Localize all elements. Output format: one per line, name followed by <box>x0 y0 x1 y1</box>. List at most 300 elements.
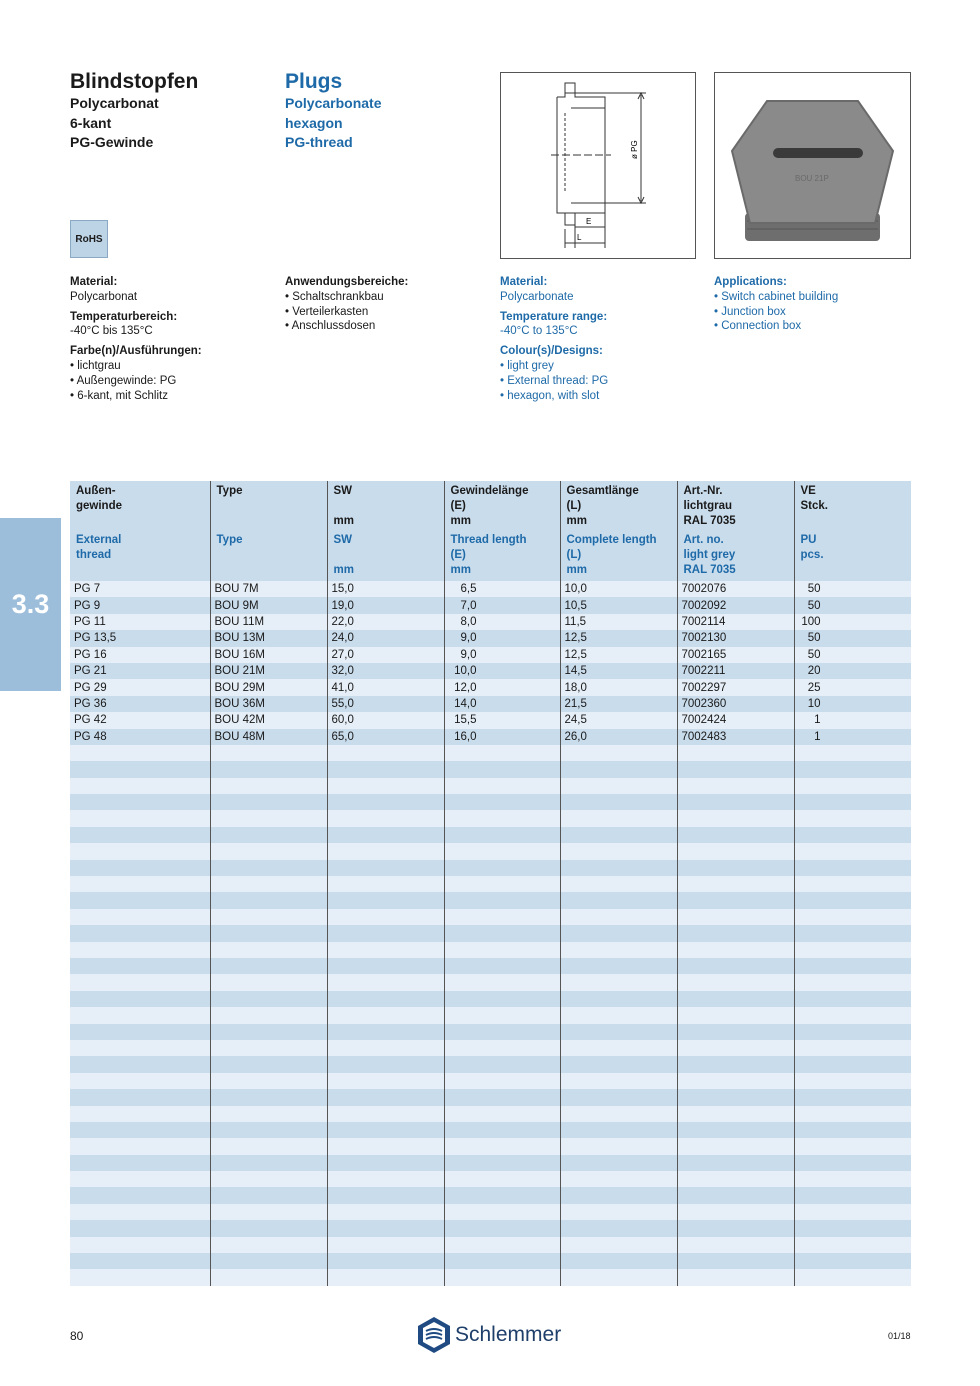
table-cell <box>210 1204 327 1220</box>
table-cell <box>677 991 794 1007</box>
table-cell <box>794 794 911 810</box>
table-cell <box>677 974 794 990</box>
table-cell <box>70 1024 210 1040</box>
table-cell <box>794 761 911 777</box>
table-cell <box>327 1073 444 1089</box>
table-cell <box>677 876 794 892</box>
table-cell <box>677 581 794 597</box>
cell-value: 27,0 <box>331 648 354 661</box>
title-de-line: PG-Gewinde <box>70 134 154 150</box>
dim-l-label: L <box>577 233 582 242</box>
page-number: 80 <box>70 1329 84 1343</box>
table-cell <box>327 925 444 941</box>
table-cell <box>70 1220 210 1236</box>
table-cell <box>444 729 560 745</box>
table-cell <box>210 696 327 712</box>
table-cell <box>677 647 794 663</box>
table-cell <box>677 860 794 876</box>
table-cell <box>677 696 794 712</box>
table-cell <box>794 1187 911 1203</box>
table-cell <box>70 958 210 974</box>
table-cell <box>210 1237 327 1253</box>
cell-value: 14,0 <box>454 697 477 710</box>
table-cell <box>444 1253 560 1269</box>
cell-value: 7002211 <box>681 665 726 678</box>
cell-value: 60,0 <box>331 714 354 727</box>
header-line <box>217 514 323 529</box>
table-cell <box>794 843 911 859</box>
table-cell <box>327 1007 444 1023</box>
table-cell <box>210 974 327 990</box>
table-cell <box>444 1237 560 1253</box>
table-cell <box>444 1073 560 1089</box>
brand-logo <box>417 1316 561 1354</box>
table-row <box>70 1056 911 1072</box>
table-cell <box>210 1187 327 1203</box>
table-cell <box>677 1056 794 1072</box>
table-cell <box>794 1056 911 1072</box>
table-cell <box>210 810 327 826</box>
table-cell <box>327 614 444 630</box>
table-cell <box>677 794 794 810</box>
table-row <box>70 696 911 712</box>
header-line: PU <box>800 534 817 546</box>
table-cell <box>677 778 794 794</box>
table-row <box>70 1122 911 1138</box>
table-cell <box>70 794 210 810</box>
temp-value: -40°C bis 135°C <box>70 325 153 338</box>
table-cell <box>210 1056 327 1072</box>
table-cell <box>677 679 794 695</box>
table-cell <box>327 794 444 810</box>
table-cell <box>327 1269 444 1285</box>
table-row <box>70 647 911 663</box>
table-cell <box>794 810 911 826</box>
table-cell <box>210 1007 327 1023</box>
table-row <box>70 942 911 958</box>
cell-value: 21,5 <box>564 697 587 710</box>
table-cell <box>327 942 444 958</box>
header-line: VE <box>800 485 816 497</box>
table-row <box>70 810 911 826</box>
cell-value: PG 29 <box>74 681 107 694</box>
table-cell <box>210 876 327 892</box>
apps-item: • Schaltschrankbau <box>285 290 384 303</box>
table-cell <box>327 1171 444 1187</box>
table-cell <box>444 597 560 613</box>
column-header <box>444 481 560 581</box>
table-cell <box>327 1106 444 1122</box>
table-row <box>70 925 911 941</box>
table-cell <box>794 1253 911 1269</box>
header-line: thread <box>76 549 112 561</box>
table-cell <box>210 614 327 630</box>
table-cell <box>794 1269 911 1285</box>
cell-value: BOU 11M <box>214 615 265 628</box>
cell-value: BOU 42M <box>214 714 265 727</box>
table-cell <box>70 663 210 679</box>
table-cell <box>327 1204 444 1220</box>
table-cell <box>210 1138 327 1154</box>
table-cell <box>794 1237 911 1253</box>
table-cell <box>70 745 210 761</box>
table-cell <box>560 581 677 597</box>
table-cell <box>794 778 911 794</box>
title-de <box>70 70 198 153</box>
table-cell <box>327 729 444 745</box>
cell-value: 1 <box>814 714 821 727</box>
column-header <box>794 481 911 581</box>
section-tab: 3.3 <box>0 518 61 691</box>
table-cell <box>444 942 560 958</box>
table-cell <box>677 892 794 908</box>
material-value: Polycarbonate <box>500 290 574 303</box>
table-cell <box>327 860 444 876</box>
info-de-left <box>70 275 202 403</box>
table-row <box>70 1187 911 1203</box>
table-cell <box>70 1187 210 1203</box>
header-line: mm <box>566 515 587 527</box>
header-line: light grey <box>683 549 736 561</box>
hex-plug-icon <box>715 73 910 258</box>
table-cell <box>677 1237 794 1253</box>
cell-value: 50 <box>807 632 821 645</box>
table-cell <box>70 647 210 663</box>
table-row <box>70 581 911 597</box>
table-row <box>70 991 911 1007</box>
table-cell <box>70 1122 210 1138</box>
table-cell <box>210 597 327 613</box>
table-cell <box>444 909 560 925</box>
title-de-line: Polycarbonat <box>70 95 159 111</box>
table-cell <box>794 1040 911 1056</box>
table-cell <box>677 925 794 941</box>
cell-value: BOU 48M <box>214 730 265 743</box>
table-cell <box>560 1220 677 1236</box>
cell-value: 14,5 <box>564 665 587 678</box>
table-cell <box>70 712 210 728</box>
table-cell <box>70 597 210 613</box>
cell-value: 10 <box>807 697 821 710</box>
cell-value: 10,0 <box>454 665 477 678</box>
header-line: gewinde <box>76 500 123 512</box>
cell-value: 32,0 <box>331 665 354 678</box>
cell-value: PG 42 <box>74 714 107 727</box>
cell-value: 65,0 <box>331 730 354 743</box>
table-cell <box>327 958 444 974</box>
table-cell <box>444 974 560 990</box>
table-cell <box>210 892 327 908</box>
temp-value: -40°C to 135°C <box>500 325 578 338</box>
header-line: Complete length <box>566 534 657 546</box>
table-cell <box>444 679 560 695</box>
apps-item: • Anschlussdosen <box>285 320 376 333</box>
column-header-en <box>684 533 790 578</box>
column-header <box>560 481 677 581</box>
table-cell <box>560 974 677 990</box>
table-cell <box>70 679 210 695</box>
table-cell <box>70 1089 210 1105</box>
table-cell <box>560 942 677 958</box>
table-cell <box>794 1089 911 1105</box>
table-cell <box>444 663 560 679</box>
table-row <box>70 761 911 777</box>
table-cell <box>677 1007 794 1023</box>
header-line: SW <box>333 534 353 546</box>
table-row <box>70 1024 911 1040</box>
table-cell <box>794 581 911 597</box>
cell-value: 12,5 <box>564 648 587 661</box>
table-cell <box>327 696 444 712</box>
table-cell <box>677 663 794 679</box>
table-cell <box>327 712 444 728</box>
table-row <box>70 1007 911 1023</box>
temp-heading: Temperature range: <box>500 310 608 323</box>
table-cell <box>560 1007 677 1023</box>
table-cell <box>444 1089 560 1105</box>
header-line: Gesamtlänge <box>566 485 639 497</box>
table-cell <box>560 745 677 761</box>
cell-value: PG 7 <box>74 583 101 596</box>
cell-value: 7002130 <box>681 632 727 645</box>
table-cell <box>70 1073 210 1089</box>
table-cell <box>210 1024 327 1040</box>
colour-heading: Farbe(n)/Ausführungen: <box>70 345 202 358</box>
table-cell <box>70 1204 210 1220</box>
table-cell <box>327 843 444 859</box>
table-cell <box>794 991 911 1007</box>
table-cell <box>677 1122 794 1138</box>
table-cell <box>560 892 677 908</box>
table-cell <box>444 810 560 826</box>
cell-value: 7002092 <box>681 599 727 612</box>
info-en-apps <box>714 275 838 334</box>
table-cell <box>560 1122 677 1138</box>
table-cell <box>70 1040 210 1056</box>
table-cell <box>327 778 444 794</box>
table-cell <box>70 1056 210 1072</box>
cell-value: 11,5 <box>564 615 587 628</box>
table-cell <box>560 1106 677 1122</box>
table-cell <box>210 581 327 597</box>
table-cell <box>210 778 327 794</box>
header-line: mm <box>333 564 354 576</box>
header-line: (E) <box>450 500 466 512</box>
table-cell <box>794 827 911 843</box>
cell-value: 7002297 <box>681 681 727 694</box>
title-de-line: 6-kant <box>70 114 112 131</box>
cell-value: BOU 16M <box>214 648 265 661</box>
cell-value: PG 21 <box>74 665 107 678</box>
cell-value: 7002165 <box>681 648 727 661</box>
header-line: Außen- <box>76 485 116 497</box>
table-cell <box>560 1269 677 1285</box>
table-cell <box>327 663 444 679</box>
title-en <box>285 70 381 153</box>
table-cell <box>444 581 560 597</box>
header-line <box>76 563 206 578</box>
column-header <box>677 481 794 581</box>
colour-item: • Außengewinde: PG <box>70 374 177 387</box>
title-en-main: Plugs <box>285 70 343 93</box>
table-cell <box>560 1040 677 1056</box>
table-cell <box>444 1155 560 1171</box>
table-cell <box>210 1073 327 1089</box>
table-cell <box>794 696 911 712</box>
table-cell <box>70 729 210 745</box>
table-row <box>70 974 911 990</box>
table-cell <box>794 1171 911 1187</box>
table-cell <box>444 876 560 892</box>
table-row <box>70 1106 911 1122</box>
table-cell <box>560 778 677 794</box>
table-cell <box>444 1204 560 1220</box>
table-cell <box>444 745 560 761</box>
table-cell <box>70 630 210 646</box>
table-cell <box>677 1204 794 1220</box>
table-cell <box>70 1237 210 1253</box>
table-cell <box>444 778 560 794</box>
table-cell <box>560 1171 677 1187</box>
table-cell <box>560 597 677 613</box>
table-cell <box>794 1220 911 1236</box>
table-cell <box>560 1187 677 1203</box>
cell-value: BOU 36M <box>214 697 265 710</box>
table-cell <box>210 647 327 663</box>
table-cell <box>794 712 911 728</box>
product-photo <box>714 72 911 259</box>
table-cell <box>327 679 444 695</box>
cell-value: 7002360 <box>681 697 727 710</box>
cell-value: 19,0 <box>331 599 354 612</box>
column-header-de <box>684 484 790 533</box>
table-row <box>70 729 911 745</box>
table-cell <box>70 696 210 712</box>
cell-value: 9,0 <box>460 648 477 661</box>
table-cell <box>794 876 911 892</box>
cell-value: 12,5 <box>564 632 587 645</box>
cell-value: 12,0 <box>454 681 477 694</box>
cell-value: PG 11 <box>74 615 106 628</box>
header-line: pcs. <box>800 549 824 561</box>
info-en-left <box>500 275 608 403</box>
table-cell <box>560 663 677 679</box>
cell-value: PG 9 <box>74 599 101 612</box>
table-cell <box>677 614 794 630</box>
table-cell <box>327 892 444 908</box>
column-header-en <box>567 533 673 578</box>
table-cell <box>70 1138 210 1154</box>
cell-value: 18,0 <box>564 681 587 694</box>
table-cell <box>210 745 327 761</box>
table-cell <box>327 909 444 925</box>
table-cell <box>327 745 444 761</box>
table-cell <box>327 991 444 1007</box>
table-cell <box>677 1106 794 1122</box>
dim-e-label: E <box>586 217 592 226</box>
cell-value: 25 <box>807 681 821 694</box>
schlemmer-logo-icon <box>417 1316 451 1354</box>
header-line: SW <box>333 485 353 497</box>
table-cell <box>444 892 560 908</box>
table-cell <box>444 843 560 859</box>
colour-item: • lichtgrau <box>70 359 121 372</box>
cell-value: 50 <box>807 648 821 661</box>
cell-value: 1 <box>814 730 821 743</box>
header-line <box>801 514 908 529</box>
table-cell <box>677 1040 794 1056</box>
table-cell <box>327 974 444 990</box>
table-cell <box>210 794 327 810</box>
cell-value: BOU 13M <box>214 632 265 645</box>
table-row <box>70 843 911 859</box>
table-cell <box>70 991 210 1007</box>
table-cell <box>327 761 444 777</box>
table-cell <box>677 712 794 728</box>
table-cell <box>444 761 560 777</box>
table-cell <box>444 1007 560 1023</box>
table-cell <box>677 1089 794 1105</box>
table-row <box>70 745 911 761</box>
column-header <box>210 481 327 581</box>
table-row <box>70 1220 911 1236</box>
table-row <box>70 1040 911 1056</box>
temp-heading: Temperaturbereich: <box>70 310 178 323</box>
table-cell <box>794 614 911 630</box>
table-cell <box>70 1171 210 1187</box>
table-cell <box>677 630 794 646</box>
table-cell <box>70 1155 210 1171</box>
cell-value: 10,5 <box>564 599 587 612</box>
table-cell <box>210 925 327 941</box>
table-row <box>70 630 911 646</box>
colour-item: • External thread: PG <box>500 374 609 387</box>
table-cell <box>560 810 677 826</box>
material-heading: Material: <box>500 276 548 288</box>
table-cell <box>210 843 327 859</box>
header-line: (L) <box>566 549 582 561</box>
rohs-badge: RoHS <box>70 220 108 258</box>
table-cell <box>444 827 560 843</box>
column-header-en <box>801 533 908 578</box>
table-row <box>70 597 911 613</box>
table-cell <box>677 1073 794 1089</box>
table-row <box>70 778 911 794</box>
cell-value: 22,0 <box>331 615 354 628</box>
table-cell <box>70 892 210 908</box>
table-cell <box>327 827 444 843</box>
table-cell <box>70 974 210 990</box>
title-en-line: PG-thread <box>285 134 353 150</box>
table-cell <box>794 729 911 745</box>
colour-item: • light grey <box>500 359 554 372</box>
material-heading: Material: <box>70 276 118 288</box>
header-line <box>217 499 323 514</box>
table-cell <box>444 1122 560 1138</box>
table-cell <box>560 1237 677 1253</box>
header-line <box>217 548 323 563</box>
column-header-de <box>334 484 440 533</box>
header-line: Type <box>216 534 243 546</box>
table-row <box>70 1138 911 1154</box>
column-header-de <box>567 484 673 533</box>
table-cell <box>210 1122 327 1138</box>
table-cell <box>444 958 560 974</box>
table-cell <box>677 1220 794 1236</box>
info-de-apps <box>285 275 408 334</box>
table-cell <box>677 909 794 925</box>
table-cell <box>794 958 911 974</box>
